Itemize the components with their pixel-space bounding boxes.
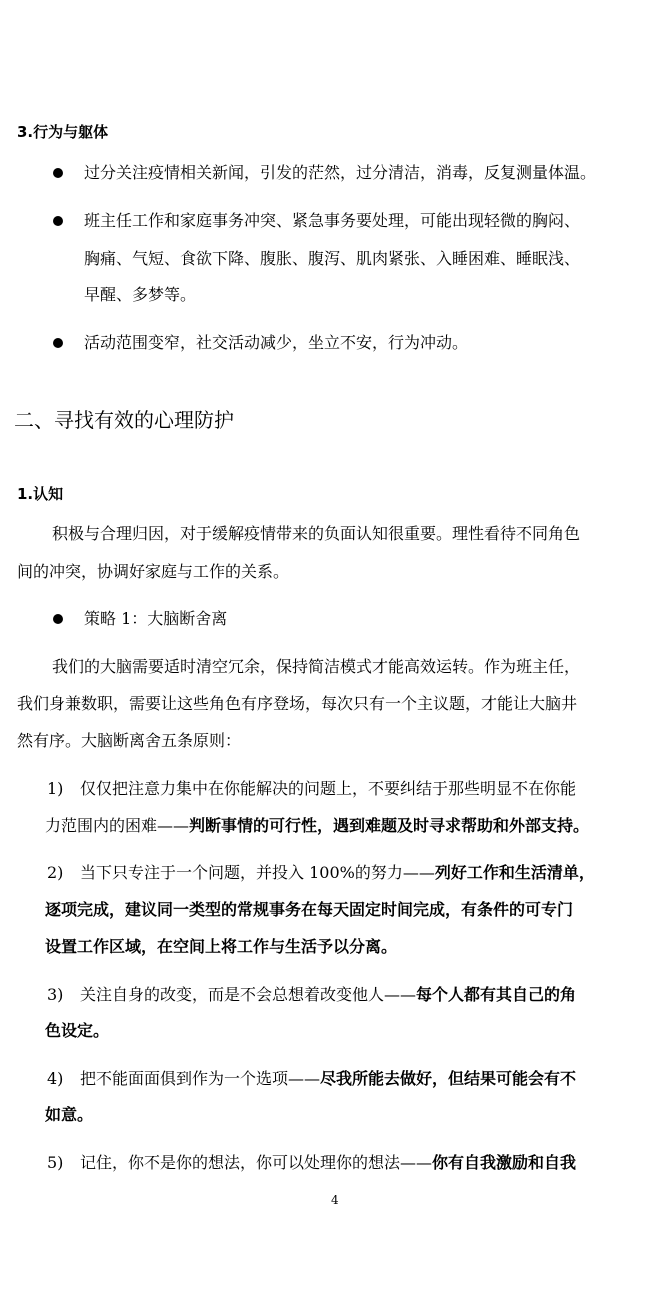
principle-text-bold: 判断事情的可行性，遇到难题及时寻求帮助和外部支持。 <box>189 816 590 835</box>
section-heading-cognition: 1.认知 <box>17 485 64 503</box>
bullet-icon <box>53 614 63 624</box>
bullet-text: 早醒、多梦等。 <box>84 285 197 304</box>
principle-number: 2) <box>47 863 64 882</box>
principle-text <box>80 863 595 883</box>
strategy-label: 策略 1：大脑断舍离 <box>84 609 228 628</box>
page-number: 4 <box>331 1193 339 1207</box>
paragraph-line: 我们的大脑需要适时清空冗余，保持简洁模式才能高效运转。作为班主任， <box>52 657 581 676</box>
bullet-icon <box>53 338 63 348</box>
principle-text <box>45 816 589 836</box>
part-heading: 二、寻找有效的心理防护 <box>14 408 234 432</box>
principle-text-bold: 如意。 <box>45 1105 94 1124</box>
principle-text <box>80 985 576 1005</box>
principle-text-bold: 逐项完成，建议同一类型的常规事务在每天固定时间完成，有条件的可专门 <box>45 900 574 919</box>
principle-text-normal: 记住，你不是你的想法，你可以处理你的想法—— <box>80 1153 433 1172</box>
principle-text-normal: 把不能面面俱到作为一个选项—— <box>80 1069 321 1088</box>
paragraph-line: 我们身兼数职，需要让这些角色有序登场，每次只有一个主议题，才能让大脑井 <box>17 694 578 713</box>
section-heading-behavior: 3.行为与躯体 <box>17 123 109 141</box>
principle-number: 1) <box>47 779 64 798</box>
principle-text <box>80 1069 576 1089</box>
principle-text-bold: 你有自我激励和自我 <box>432 1153 577 1172</box>
bullet-text: 班主任工作和家庭事务冲突、紧急事务要处理，可能出现轻微的胸闷、 <box>84 211 581 230</box>
bullet-icon <box>53 168 63 178</box>
paragraph-line: 积极与合理归因，对于缓解疫情带来的负面认知很重要。理性看待不同角色 <box>52 524 581 543</box>
bullet-text: 胸痛、气短、食欲下降、腹胀、腹泻、肌肉紧张、入睡困难、睡眠浅、 <box>84 249 581 268</box>
principle-text-bold: 色设定。 <box>45 1021 110 1040</box>
principle-text-bold: 列好工作和生活清单， <box>434 863 595 882</box>
paragraph-line: 间的冲突，协调好家庭与工作的关系。 <box>17 562 290 581</box>
principle-text-normal: 当下只专注于一个问题，并投入 100%的努力—— <box>80 863 435 882</box>
principle-text: 仅仅把注意力集中在你能解决的问题上，不要纠结于那些明显不在你能 <box>80 779 577 798</box>
bullet-text: 活动范围变窄，社交活动减少，坐立不安，行为冲动。 <box>84 333 469 352</box>
principle-number: 5) <box>47 1153 64 1172</box>
principle-text-bold: 每个人都有其自己的角 <box>416 985 577 1004</box>
principle-text-bold: 设置工作区域，在空间上将工作与生活予以分离。 <box>45 937 398 956</box>
paragraph-line: 然有序。大脑断离舍五条原则： <box>17 731 242 750</box>
principle-text-normal: 力范围内的困难—— <box>45 816 190 835</box>
principle-text-normal: 关注自身的改变，而是不会总想着改变他人—— <box>80 985 417 1004</box>
bullet-text: 过分关注疫情相关新闻，引发的茫然，过分清洁，消毒，反复测量体温。 <box>84 163 597 182</box>
bullet-icon <box>53 216 63 226</box>
principle-number: 3) <box>47 985 64 1004</box>
principle-text <box>80 1153 576 1173</box>
principle-number: 4) <box>47 1069 64 1088</box>
principle-text-bold: 尽我所能去做好，但结果可能会有不 <box>320 1069 577 1088</box>
